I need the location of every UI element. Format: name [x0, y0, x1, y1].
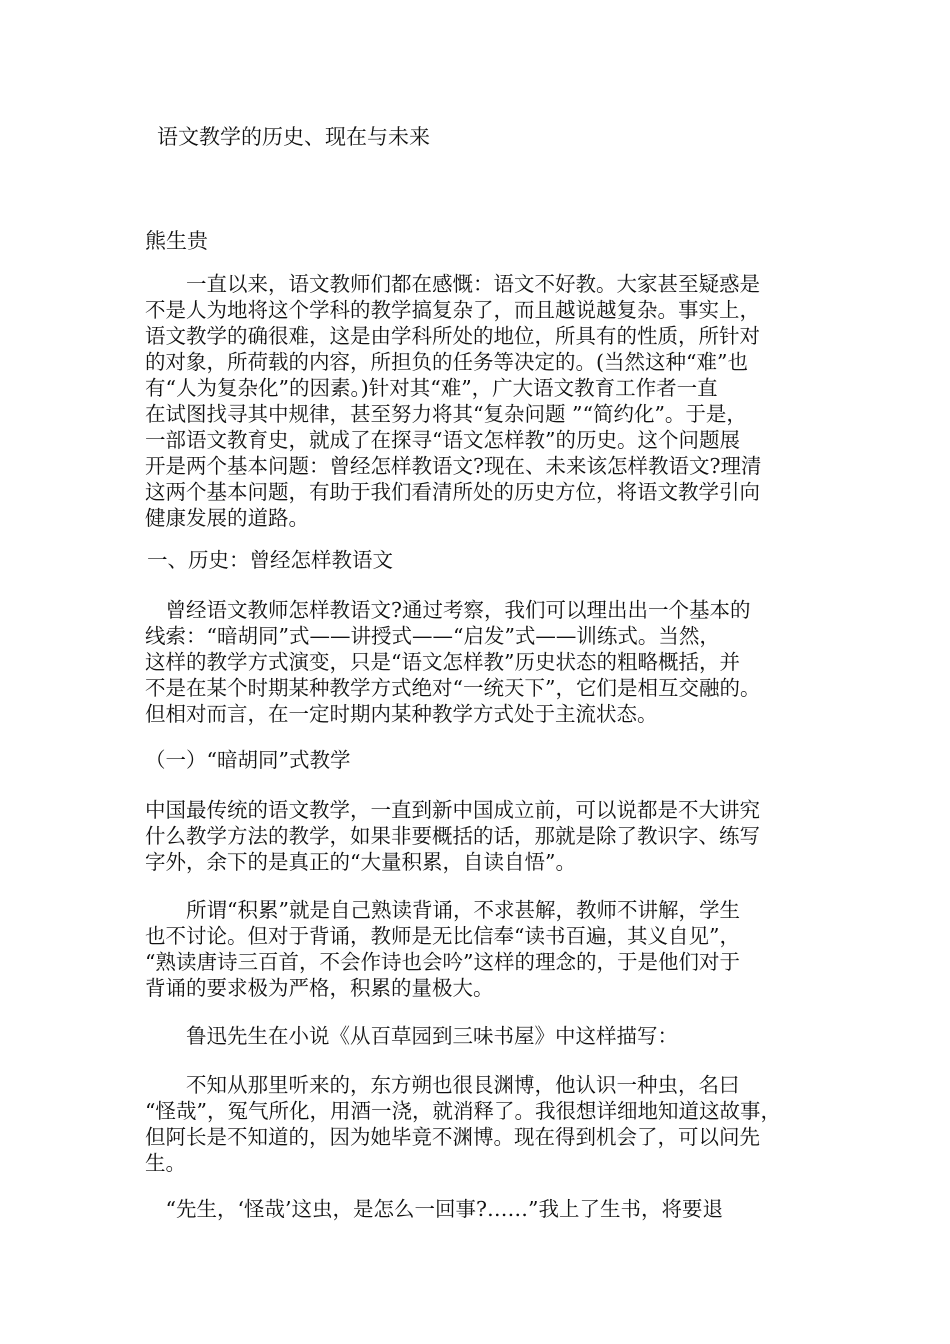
section1-line: 但相对而言，在一定时期内某种教学方式处于主流状态。 [145, 702, 658, 726]
intro-line: 不是人为地将这个学科的教学搞复杂了，而且越说越复杂。事实上， [145, 298, 760, 322]
quote-paragraph-1 [145, 1072, 815, 1176]
section1-line: 这样的教学方式演变，只是“语文怎样教”历史状态的粗略概括，并 [145, 650, 740, 674]
intro-line: 健康发展的道路。 [145, 506, 309, 530]
traditional-line: 字外，余下的是真正的“大量积累，自读自悟”。 [145, 850, 576, 874]
intro-line: 语文教学的确很难，这是由学科所处的地位，所具有的性质，所针对 [145, 324, 760, 348]
accumulate-line: 也不讨论。但对于背诵，教师是无比信奉“读书百遍，其义自见”， [145, 924, 740, 948]
intro-line: 这两个基本问题，有助于我们看清所处的历史方位，将语文教学引向 [145, 480, 760, 504]
accumulate-line: 所谓“积累”就是自己熟读背诵，不求甚解，教师不讲解，学生 [145, 898, 740, 922]
subsection-heading-traditional: （一）“暗胡同”式教学 [145, 748, 351, 772]
intro-line: 有“人为复杂化”的因素。)针对其“难”，广大语文教育工作者一直 [145, 376, 718, 400]
section1-paragraph [145, 597, 815, 727]
section-heading-history: 一、历史：曾经怎样教语文 [147, 548, 393, 572]
quote-line: 生。 [145, 1151, 186, 1175]
section1-line: 不是在某个时期某种教学方式绝对“一统天下”，它们是相互交融的。 [145, 676, 761, 700]
traditional-line: 什么教学方法的教学，如果非要概括的话，那就是除了教识字、练写 [145, 824, 760, 848]
traditional-paragraph [145, 797, 815, 875]
quote-line: 但阿长是不知道的，因为她毕竟不渊博。现在得到机会了，可以问先 [145, 1125, 760, 1149]
accumulate-paragraph [145, 897, 815, 1001]
intro-line: 在试图找寻其中规律，甚至努力将其“复杂问题 ”“简约化”。于是， [145, 402, 747, 426]
intro-line: 一直以来，语文教师们都在感慨：语文不好教。大家甚至疑惑是 [145, 272, 760, 296]
intro-line: 开是两个基本问题：曾经怎样教语文?现在、未来该怎样教语文?理清 [145, 454, 762, 478]
quote-line: 不知从那里听来的，东方朔也很艮渊博，他认识一种虫，名曰 [145, 1073, 740, 1097]
document-title: 语文教学的历史、现在与未来 [157, 125, 430, 149]
luxun-line: 鲁迅先生在小说《从百草园到三味书屋》中这样描写： [145, 1024, 678, 1048]
intro-paragraph [145, 271, 815, 531]
author-name: 熊生贵 [145, 229, 208, 253]
intro-line: 的对象，所荷载的内容，所担负的任务等决定的。(当然这种“难”也 [145, 350, 748, 374]
quote-paragraph-2 [145, 1196, 815, 1222]
intro-line: 一部语文教育史，就成了在探寻“语文怎样教”的历史。这个问题展 [145, 428, 740, 452]
traditional-line: 中国最传统的语文教学，一直到新中国成立前，可以说都是不大讲究 [145, 798, 760, 822]
quote-line: “怪哉”，冤气所化，用酒一浇，就消释了。我很想详细地知道这故事， [145, 1099, 781, 1123]
accumulate-line: 背诵的要求极为严格，积累的量极大。 [145, 976, 494, 1000]
luxun-paragraph [145, 1023, 815, 1049]
section1-line: 曾经语文教师怎样教语文?通过考察，我们可以理出出一个基本的 [145, 598, 751, 622]
quote-line: “先生，‘怪哉’这虫，是怎么一回事?……”我上了生书，将要退 [145, 1197, 723, 1221]
section1-line: 线索：“暗胡同”式——讲授式——“启发”式——训练式。当然， [145, 624, 720, 648]
accumulate-line: “熟读唐诗三百首，不会作诗也会吟”这样的理念的，于是他们对于 [145, 950, 740, 974]
